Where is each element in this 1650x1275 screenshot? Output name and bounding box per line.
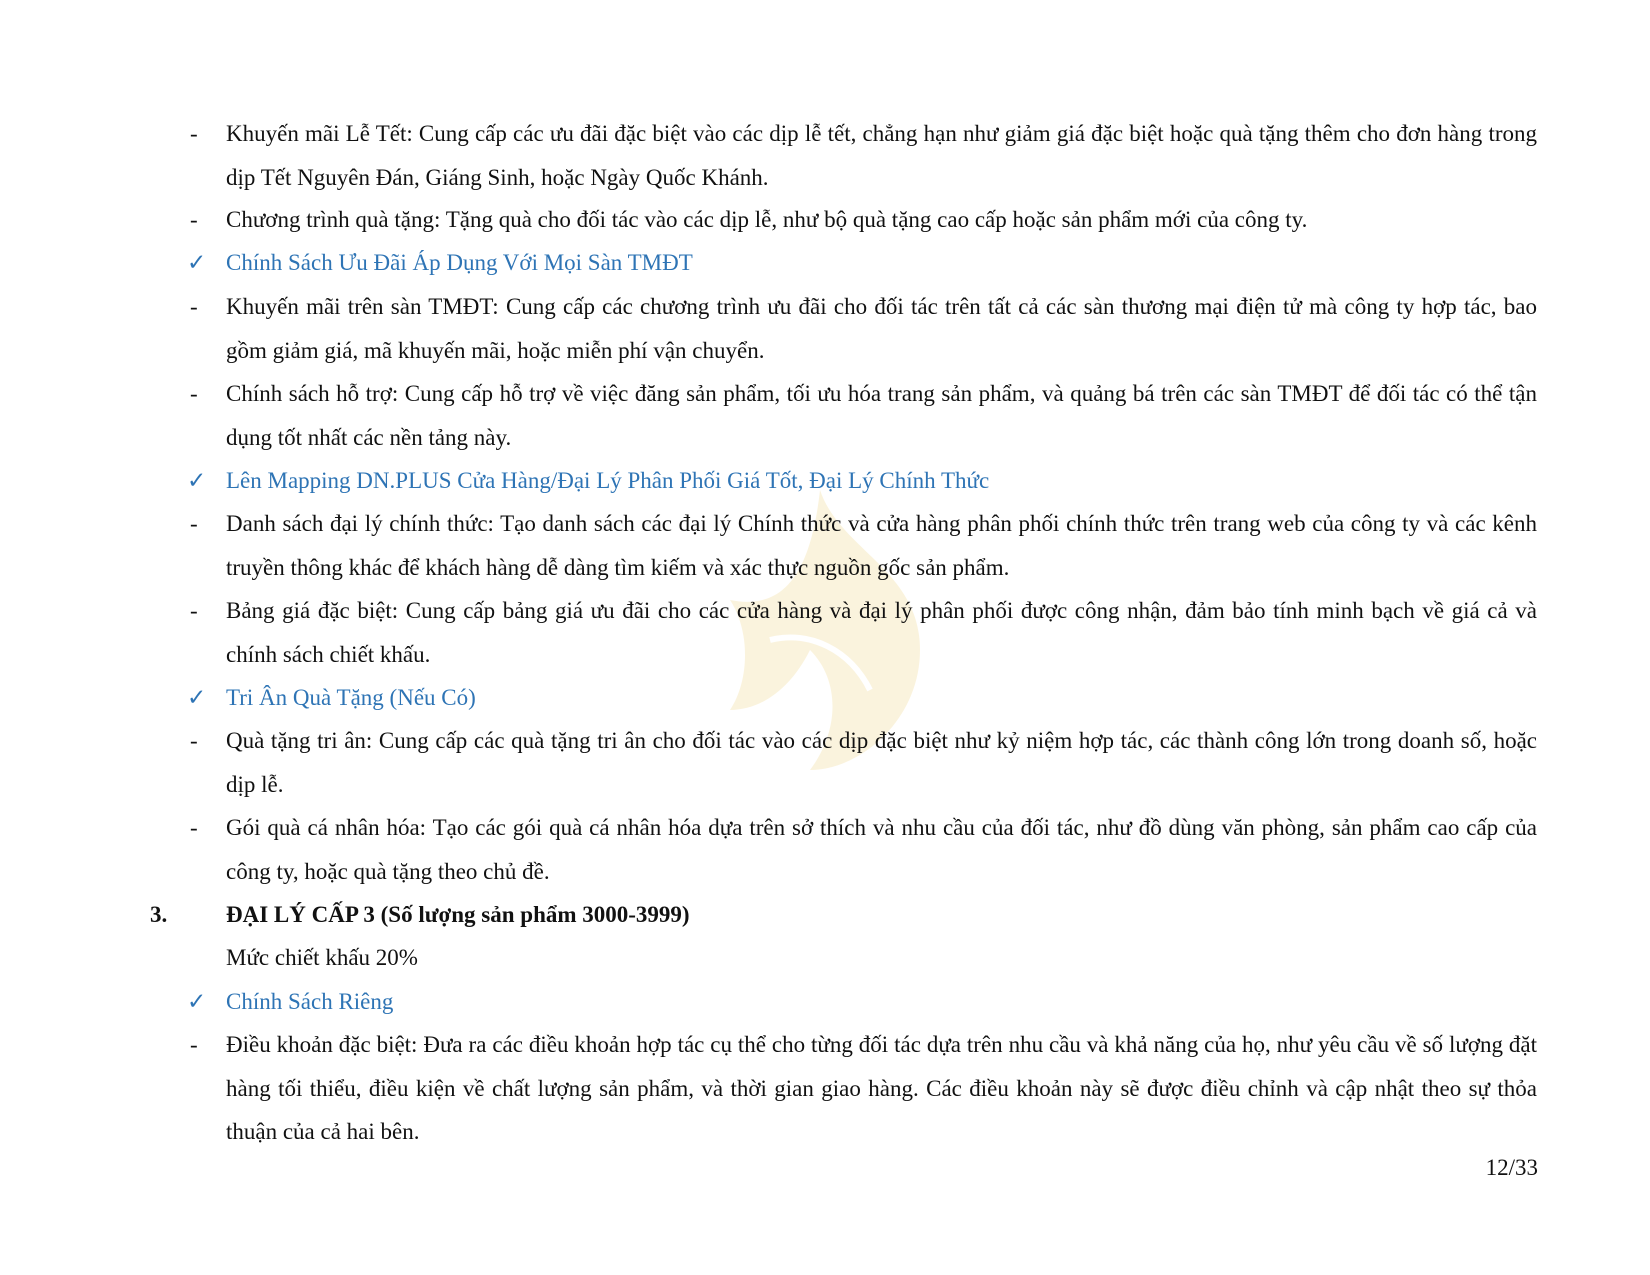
checkmark-icon: ✓ (187, 685, 207, 710)
bullet-text: Gói quà cá nhân hóa: Tạo các gói quà cá nhân hóa dựa trên sở thích và nhu cầu của đối tác, như đồ dùng văn phòng, sản phẩm cao cấp của công ty, hoặc quà tặng theo chủ đề. (226, 815, 1537, 884)
dash-marker: - (190, 1032, 198, 1057)
section-heading-text: Tri Ân Quà Tặng (Nếu Có) (226, 685, 476, 710)
dash-marker: - (190, 121, 198, 146)
bullet-text: Khuyến mãi trên sàn TMĐT: Cung cấp các chương trình ưu đãi cho đối tác trên tất cả các sàn thương mại điện tử mà công ty hợp tác, bao gồm giảm giá, mã khuyến mãi, hoặc miễn phí vận chuyển. (226, 294, 1537, 363)
dash-marker: - (190, 381, 198, 406)
dash-marker: - (190, 598, 198, 623)
dash-marker: - (190, 815, 198, 840)
dash-marker: - (190, 294, 198, 319)
section-heading-text: Chính Sách Riêng (226, 989, 394, 1014)
checkmark-icon: ✓ (187, 250, 207, 275)
bullet-text: Chính sách hỗ trợ: Cung cấp hỗ trợ về việc đăng sản phẩm, tối ưu hóa trang sản phẩm, và quảng bá trên các sàn TMĐT để đối tác có thể tận dụng tốt nhất các nền tảng này. (226, 381, 1537, 450)
section-number: 3. (150, 902, 168, 927)
dash-marker: - (190, 511, 198, 536)
section-heading-text: Lên Mapping DN.PLUS Cửa Hàng/Đại Lý Phân Phối Giá Tốt, Đại Lý Chính Thức (226, 468, 990, 493)
bullet-text: Danh sách đại lý chính thức: Tạo danh sách các đại lý Chính thức và cửa hàng phân phối chính thức trên trang web của công ty và các kênh truyền thông khác để khách hàng dễ dàng tìm kiếm và xác thực nguồn gốc sản phẩm. (226, 511, 1537, 580)
dash-marker: - (190, 207, 198, 232)
page-number: 12/33 (1485, 1155, 1538, 1180)
bullet-text: Quà tặng tri ân: Cung cấp các quà tặng tri ân cho đối tác vào các dịp đặc biệt như kỷ niệm hợp tác, các thành công lớn trong doanh số, hoặc dịp lễ. (226, 728, 1537, 797)
dash-marker: - (190, 728, 198, 753)
checkmark-icon: ✓ (187, 468, 207, 493)
numbered-heading-text: ĐẠI LÝ CẤP 3 (Số lượng sản phẩm 3000-3999) (226, 902, 690, 927)
bullet-text: Chương trình quà tặng: Tặng quà cho đối tác vào các dịp lễ, như bộ quà tặng cao cấp hoặc sản phẩm mới của công ty. (226, 207, 1308, 232)
bullet-text: Khuyến mãi Lễ Tết: Cung cấp các ưu đãi đặc biệt vào các dịp lễ tết, chẳng hạn như giảm giá đặc biệt hoặc quà tặng thêm cho đơn hàng trong dịp Tết Nguyên Đán, Giáng Sinh, hoặc Ngày Quốc Khánh. (226, 121, 1537, 190)
checkmark-icon: ✓ (187, 989, 207, 1014)
bullet-text: Điều khoản đặc biệt: Đưa ra các điều khoản hợp tác cụ thể cho từng đối tác dựa trên nhu cầu và khả năng của họ, như yêu cầu về số lượng đặt hàng tối thiểu, điều kiện về chất lượng sản phẩm, và thời gian giao hàng. Các điều khoản này sẽ được điều chỉnh và cập nhật theo sự thỏa thuận của cả hai bên. (226, 1032, 1537, 1144)
section-heading-text: Chính Sách Ưu Đãi Áp Dụng Với Mọi Sàn TMĐT (226, 250, 693, 275)
bullet-text: Bảng giá đặc biệt: Cung cấp bảng giá ưu đãi cho các cửa hàng và đại lý phân phối được công nhận, đảm bảo tính minh bạch về giá cả và chính sách chiết khấu. (226, 598, 1537, 667)
discount-rate-text: Mức chiết khấu 20% (226, 945, 418, 970)
